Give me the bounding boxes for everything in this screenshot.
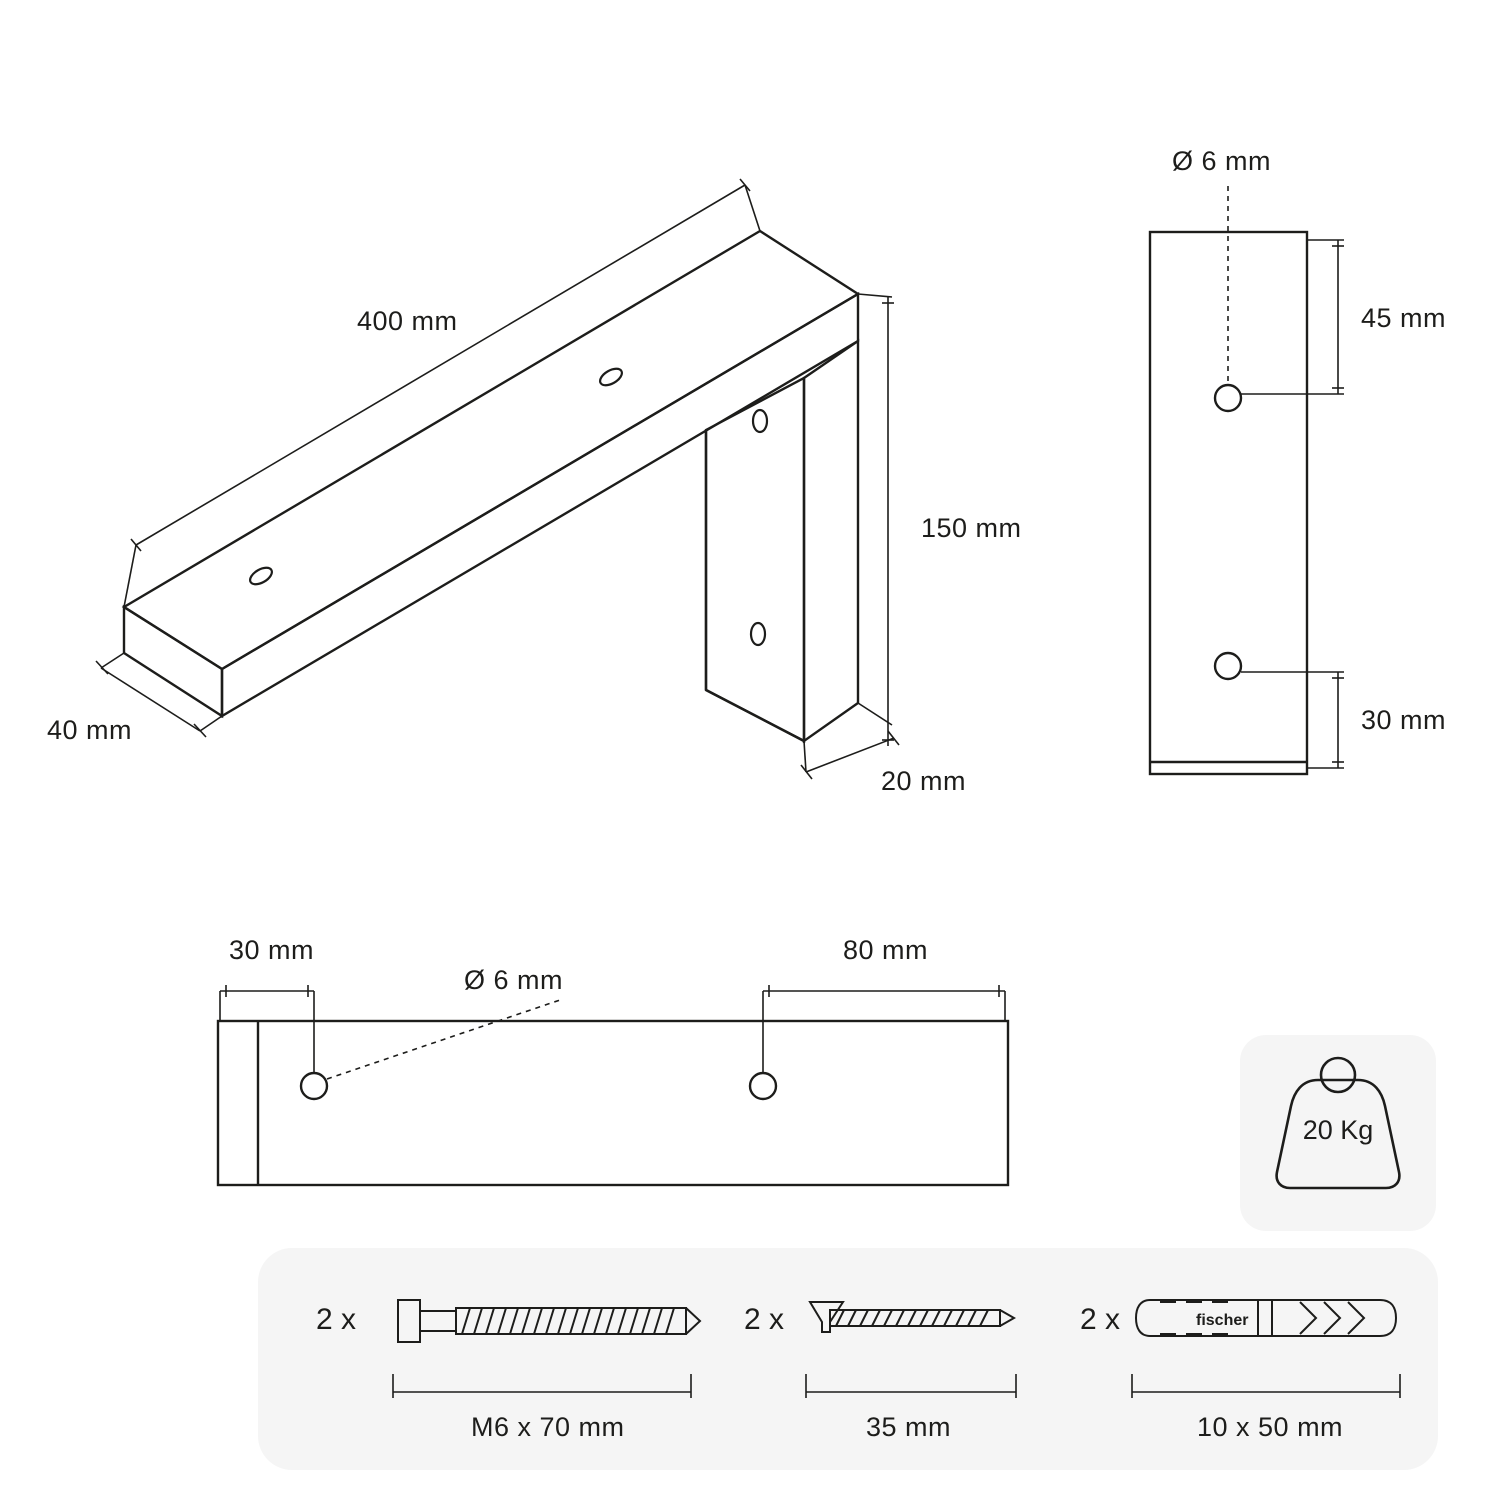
dim-35mm — [806, 1374, 1016, 1398]
dim-m6x70 — [393, 1374, 691, 1398]
wall-plug-icon — [1136, 1300, 1396, 1336]
dim-150mm — [858, 294, 894, 746]
hardware-label-hex-bolt: M6 x 70 mm — [471, 1412, 625, 1442]
load-capacity-label: 20 Kg — [1302, 1115, 1374, 1145]
dim-30mm-top — [220, 985, 314, 1073]
dim-label-hole-diameter-side: Ø 6 mm — [1172, 146, 1272, 176]
dim-label-45mm: 45 mm — [1361, 303, 1447, 333]
dim-45mm — [1241, 240, 1344, 394]
dim-label-20mm: 20 mm — [881, 766, 967, 796]
isometric-holes — [247, 365, 767, 645]
dim-30mm-side — [1241, 672, 1344, 768]
isometric-bracket-shape — [124, 231, 858, 741]
hardware-label-wall-plug: 10 x 50 mm — [1197, 1412, 1344, 1442]
dim-label-30mm-side: 30 mm — [1361, 705, 1447, 735]
top-hole-leader — [327, 1000, 560, 1079]
dim-label-30mm-top: 30 mm — [229, 935, 315, 965]
dim-label-40mm: 40 mm — [47, 715, 133, 745]
dim-400mm — [124, 179, 760, 607]
dim-label-150mm: 150 mm — [921, 513, 1022, 543]
top-view-holes — [301, 1073, 776, 1099]
side-view-shape — [1150, 232, 1307, 774]
dim-80mm-top — [763, 985, 1005, 1073]
top-view-shape — [218, 1021, 1008, 1185]
hardware-qty-hex-bolt: 2 x — [316, 1303, 357, 1336]
side-view-holes — [1215, 385, 1241, 679]
dim-10x50mm — [1132, 1374, 1400, 1398]
hex-head-screw-icon — [398, 1300, 700, 1342]
hardware-qty-countersunk-screw: 2 x — [744, 1303, 785, 1336]
dim-label-hole-diameter-top: Ø 6 mm — [464, 965, 564, 995]
hardware-label-countersunk-screw: 35 mm — [866, 1412, 952, 1442]
hardware-qty-wall-plug: 2 x — [1080, 1303, 1121, 1336]
dim-label-80mm-top: 80 mm — [843, 935, 929, 965]
wall-plug-brand: fischer — [1196, 1312, 1249, 1329]
countersunk-screw-icon — [810, 1302, 1014, 1332]
dim-label-400mm: 400 mm — [357, 306, 458, 336]
